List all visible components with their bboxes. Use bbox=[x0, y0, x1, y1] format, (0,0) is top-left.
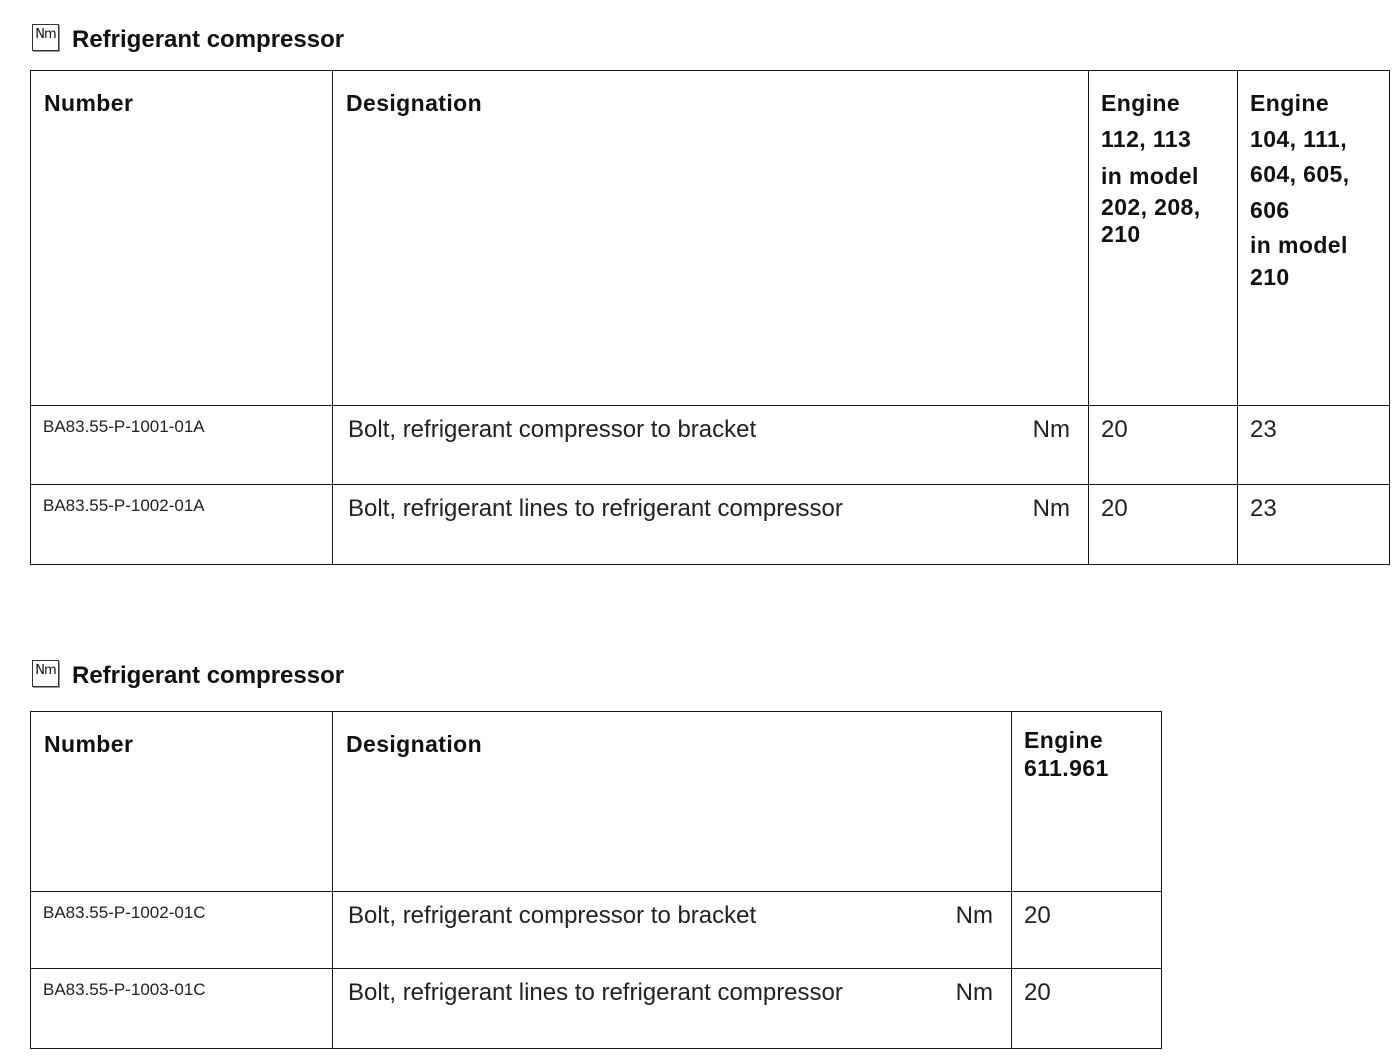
engine-1-line: 202, 208, bbox=[1101, 193, 1201, 220]
row-designation: Bolt, refrigerant compressor to bracket bbox=[348, 416, 757, 443]
engine-1-line: Engine bbox=[1101, 90, 1181, 116]
row-designation-cell bbox=[333, 406, 1089, 485]
row-unit: Nm bbox=[955, 979, 993, 1006]
table-row bbox=[31, 969, 1162, 1049]
row-value-engine-1: 20 bbox=[1012, 892, 1162, 969]
engine-1-line: Engine bbox=[1024, 727, 1104, 753]
section-1-title: Refrigerant compressor bbox=[72, 26, 345, 53]
engine-2-line: 104, 111, bbox=[1250, 125, 1347, 152]
row-designation-cell bbox=[333, 892, 1012, 969]
engine-2-line: 210 bbox=[1250, 263, 1290, 290]
table-header-row bbox=[31, 712, 1162, 892]
row-number: BA83.55-P-1002-01C bbox=[31, 892, 333, 969]
header-engine-1 bbox=[1012, 712, 1162, 892]
row-unit: Nm bbox=[1032, 495, 1070, 522]
row-designation: Bolt, refrigerant compressor to bracket bbox=[348, 902, 757, 929]
table-row bbox=[31, 485, 1390, 565]
torque-nm-icon: Nm bbox=[32, 660, 59, 687]
table-row bbox=[31, 406, 1390, 485]
engine-1-line: in model bbox=[1101, 163, 1199, 190]
engine-1-line: 210 bbox=[1101, 221, 1141, 248]
section-2-title: Refrigerant compressor bbox=[72, 662, 345, 689]
row-designation-cell bbox=[333, 485, 1089, 565]
engine-2-line: 604, 605, bbox=[1250, 161, 1350, 188]
section-2-heading bbox=[32, 656, 344, 690]
header-engine-2 bbox=[1238, 71, 1390, 406]
header-designation: Designation bbox=[333, 712, 1012, 892]
engine-2-line: in model bbox=[1250, 231, 1348, 258]
header-designation: Designation bbox=[333, 71, 1089, 406]
row-value-engine-2: 23 bbox=[1238, 406, 1390, 485]
engine-1-line: 112, 113 bbox=[1101, 125, 1192, 152]
section-1-heading bbox=[32, 20, 344, 54]
engine-2-line: Engine bbox=[1250, 90, 1330, 116]
row-unit: Nm bbox=[1032, 416, 1070, 443]
row-number: BA83.55-P-1002-01A bbox=[31, 485, 333, 565]
row-designation-cell bbox=[333, 969, 1012, 1049]
header-engine-1 bbox=[1089, 71, 1238, 406]
row-value-engine-1: 20 bbox=[1089, 406, 1238, 485]
row-value-engine-2: 23 bbox=[1238, 485, 1390, 565]
row-unit: Nm bbox=[955, 902, 993, 929]
row-designation: Bolt, refrigerant lines to refrigerant compressor bbox=[348, 495, 843, 522]
row-number: BA83.55-P-1003-01C bbox=[31, 969, 333, 1049]
row-number: BA83.55-P-1001-01A bbox=[31, 406, 333, 485]
table-row bbox=[31, 892, 1162, 969]
table-header-row bbox=[31, 71, 1390, 406]
engine-2-line: 606 bbox=[1250, 196, 1290, 223]
torque-table-1 bbox=[30, 70, 1390, 565]
torque-nm-icon: Nm bbox=[32, 24, 59, 51]
row-value-engine-1: 20 bbox=[1089, 485, 1238, 565]
header-number: Number bbox=[31, 712, 333, 892]
engine-1-line: 611.961 bbox=[1024, 754, 1109, 781]
row-value-engine-1: 20 bbox=[1012, 969, 1162, 1049]
header-number: Number bbox=[31, 71, 333, 406]
torque-table-2 bbox=[30, 711, 1162, 1049]
row-designation: Bolt, refrigerant lines to refrigerant compressor bbox=[348, 979, 843, 1006]
